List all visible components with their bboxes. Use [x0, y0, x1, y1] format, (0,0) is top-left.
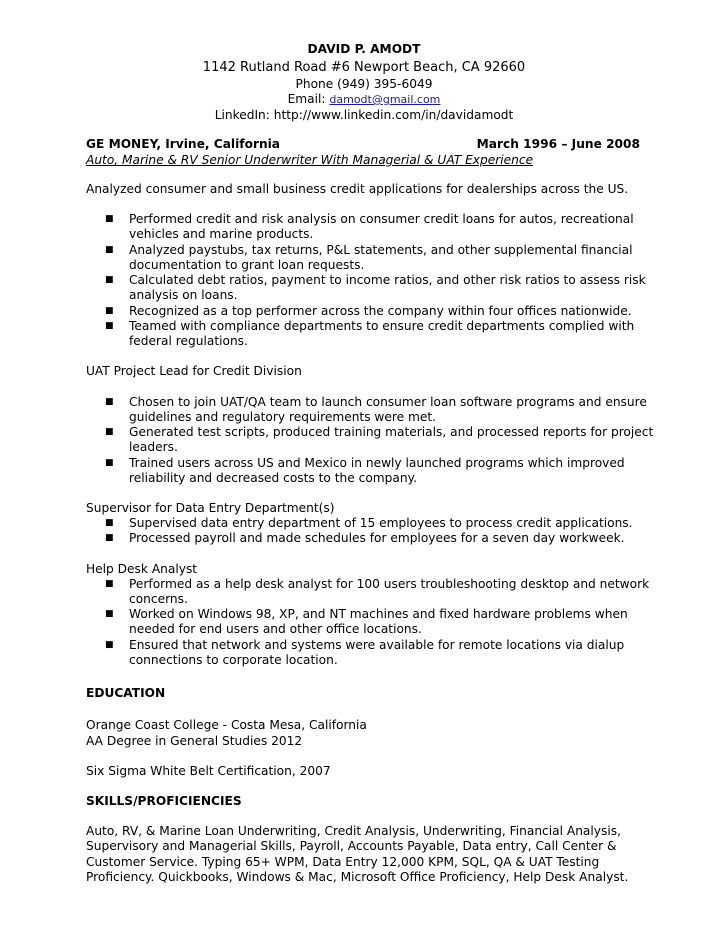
list-item: Worked on Windows 98, XP, and NT machines and fixed hardware problems when needed for end users and other office locations.	[129, 607, 628, 637]
email-label: Email:	[287, 92, 330, 106]
bullet-marker: ■	[105, 214, 114, 224]
list-item: Analyzed paystubs, tax returns, P&L statements, and other supplemental financial documentation to grant loan requests.	[129, 243, 633, 273]
certification: Six Sigma White Belt Certification, 2007	[86, 764, 331, 778]
job-dates: March 1996 – June 2008	[476, 137, 640, 151]
school: Orange Coast College - Costa Mesa, California	[86, 718, 367, 732]
skills-heading: SKILLS/PROFICIENCIES	[86, 794, 242, 808]
linkedin: LinkedIn: http://www.linkedin.com/in/davidamodt	[214, 108, 514, 122]
job-title: Auto, Marine & RV Senior Underwriter With Managerial & UAT Experience	[86, 153, 534, 167]
list-item: Recognized as a top performer across the company within four offices nationwide.	[129, 304, 632, 318]
bullet-marker: ■	[105, 306, 114, 316]
bullet-marker: ■	[105, 321, 114, 331]
helpdesk-heading: Help Desk Analyst	[86, 562, 198, 576]
skills-line: Customer Service. Typing 65+ WPM, Data Entry 12,000 KPM, SQL, QA & UAT Testing	[86, 855, 600, 869]
company: GE MONEY, Irvine, California	[86, 137, 281, 151]
list-item: Ensured that network and systems were available for remote locations via dialup connections to corporate location.	[129, 638, 625, 668]
skills-line: Auto, RV, & Marine Loan Underwriting, Credit Analysis, Underwriting, Financial Analysis,	[86, 824, 621, 838]
list-item: Teamed with compliance departments to ensure credit departments complied with federal regulations.	[129, 319, 635, 349]
bullet-marker: ■	[105, 579, 114, 589]
bullet-marker: ■	[105, 275, 114, 285]
bullet-marker: ■	[105, 518, 114, 528]
bullet-marker: ■	[105, 640, 114, 650]
bullet-marker: ■	[105, 533, 114, 543]
list-item: Processed payroll and made schedules for employees for a seven day workweek.	[129, 531, 625, 545]
email-line	[0, 92, 728, 106]
bullet-marker: ■	[105, 397, 114, 407]
list-item: Generated test scripts, produced training materials, and processed reports for project leaders.	[129, 425, 654, 455]
candidate-name: DAVID P. AMODT	[307, 42, 421, 56]
list-item: Chosen to join UAT/QA team to launch consumer loan software programs and ensure guidelines and regulatory requirements were met.	[129, 395, 647, 425]
job-summary: Analyzed consumer and small business credit applications for dealerships across the US.	[86, 182, 629, 196]
skills-line: Supervisory and Managerial Skills, Payroll, Accounts Payable, Data entry, Call Center &	[86, 839, 617, 853]
phone: Phone (949) 395-6049	[295, 77, 433, 91]
degree: AA Degree in General Studies 2012	[86, 734, 303, 748]
bullet-marker: ■	[105, 458, 114, 468]
list-item: Calculated debt ratios, payment to income ratios, and other risk ratios to assess risk analysis on loans.	[129, 273, 646, 303]
uat-heading: UAT Project Lead for Credit Division	[86, 364, 302, 378]
list-item: Performed credit and risk analysis on consumer credit loans for autos, recreational vehicles and marine products.	[129, 212, 634, 242]
email-link[interactable]: damodt@gmail.com	[329, 93, 441, 106]
supervisor-heading: Supervisor for Data Entry Department(s)	[86, 501, 335, 515]
address: 1142 Rutland Road #6 Newport Beach, CA 92660	[202, 60, 526, 75]
bullet-marker: ■	[105, 245, 114, 255]
list-item: Trained users across US and Mexico in newly launched programs which improved reliability and decreased costs to the company.	[129, 456, 625, 486]
list-item: Performed as a help desk analyst for 100 users troubleshooting desktop and network concerns.	[129, 577, 650, 607]
education-heading: EDUCATION	[86, 686, 166, 700]
bullet-marker: ■	[105, 609, 114, 619]
list-item: Supervised data entry department of 15 employees to process credit applications.	[129, 516, 633, 530]
skills-line: Proficiency. Quickbooks, Windows & Mac, Microsoft Office Proficiency, Help Desk Analyst.	[86, 870, 629, 884]
bullet-marker: ■	[105, 427, 114, 437]
